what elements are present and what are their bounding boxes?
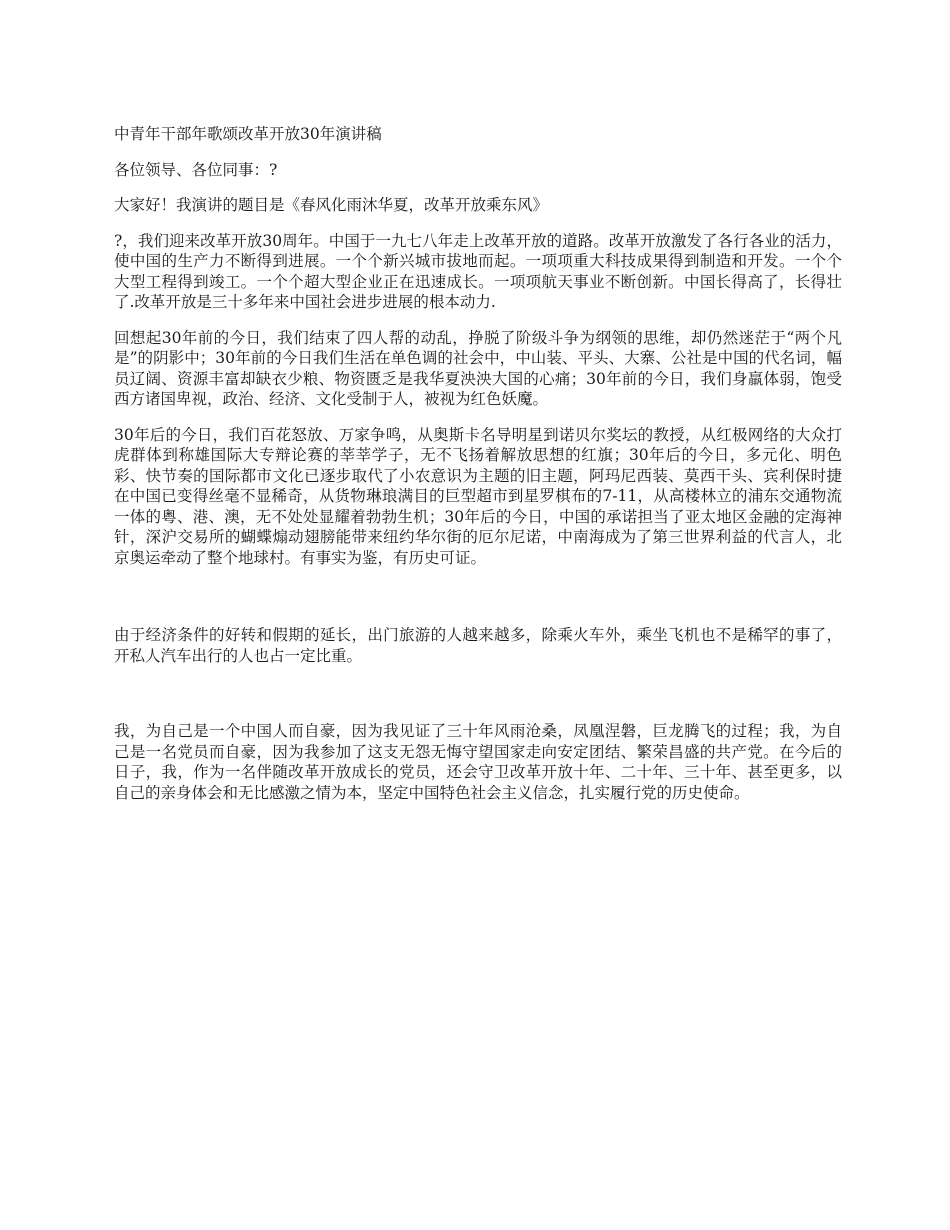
body-paragraph-2: 回想起30年前的今日，我们结束了四人帮的动乱，挣脱了阶级斗争为纲领的思维，却仍然迷茫于“两个凡是”的阴影中；30年前的今日我们生活在单色调的社会中，中山装、平头、大寨、公社是中国的代名词，幅员辽阔、资源丰富却缺衣少粮、物资匮乏是我华夏泱泱大国的心痛；30年前的今日，我们身羸体弱，饱受西方诸国卑视，政治、经济、文化受制于人，被视为红色妖魔。 <box>114 328 842 408</box>
body-paragraph-1: ?，我们迎来改革开放30周年。中国于一九七八年走上改革开放的道路。改革开放激发了各行各业的活力，使中国的生产力不断得到进展。一个个新兴城市拔地而起。一项项重大科技成果得到制造和开发。一个个大型工程得到竣工。一个个超大型企业正在迅速成长。一项项航天事业不断创新。中国长得高了，长得壮了.改革开放是三十多年来中国社会进步进展的根本动力. <box>114 231 842 311</box>
blank-space <box>114 583 842 625</box>
intro-paragraph: 大家好！我演讲的题目是《春风化雨沐华夏，改革开放乘东风》 <box>114 196 549 214</box>
document-page <box>114 124 842 818</box>
closing-paragraph: 我，为自己是一个中国人而自豪，因为我见证了三十年风雨沧桑，凤凰涅磐，巨龙腾飞的过程；我，为自己是一名党员而自豪，因为我参加了这支无怨无悔守望国家走向安定团结、繁荣昌盛的共产党。在今后的日子，我，作为一名伴随改革开放成长的党员，还会守卫改革开放十年、二十年、三十年、甚至更多，以自己的亲身体会和无比感激之情为本，坚定中国特色社会主义信念，扎实履行党的历史使命。 <box>114 722 842 802</box>
document-title: 中青年干部年歌颂改革开放30年演讲稿 <box>114 125 382 143</box>
blank-space <box>114 681 842 721</box>
greeting: 各位领导、各位同事：? <box>114 160 278 179</box>
body-paragraph-3: 30年后的今日，我们百花怒放、万家争鸣，从奥斯卡名导明星到诺贝尔奖坛的教授，从红极网络的大众打虎群体到称雄国际大专辩论赛的莘莘学子，无不飞扬着解放思想的红旗；30年后的今日，多元化、明色彩、快节奏的国际都市文化已逐步取代了小农意识为主题的旧主题，阿玛尼西装、莫西干头、宾利保时捷在中国已变得丝毫不显稀奇，从货物琳琅满目的巨型超市到星罗棋布的7-11，从高楼林立的浦东交通物流一体的粤、港、澳，无不处处显耀着勃勃生机；30年后的今日，中国的承诺担当了亚太地区金融的定海神针，深沪交易所的蝴蝶煽动翅膀能带来纽约华尔街的厄尔尼诺，中南海成为了第三世界利益的代言人，北京奥运牵动了整个地球村。有事实为鉴，有历史可证。 <box>114 425 842 567</box>
travel-paragraph: 由于经济条件的好转和假期的延长，出门旅游的人越来越多，除乘火车外，乘坐飞机也不是稀罕的事了，开私人汽车出行的人也占一定比重。 <box>114 626 842 665</box>
